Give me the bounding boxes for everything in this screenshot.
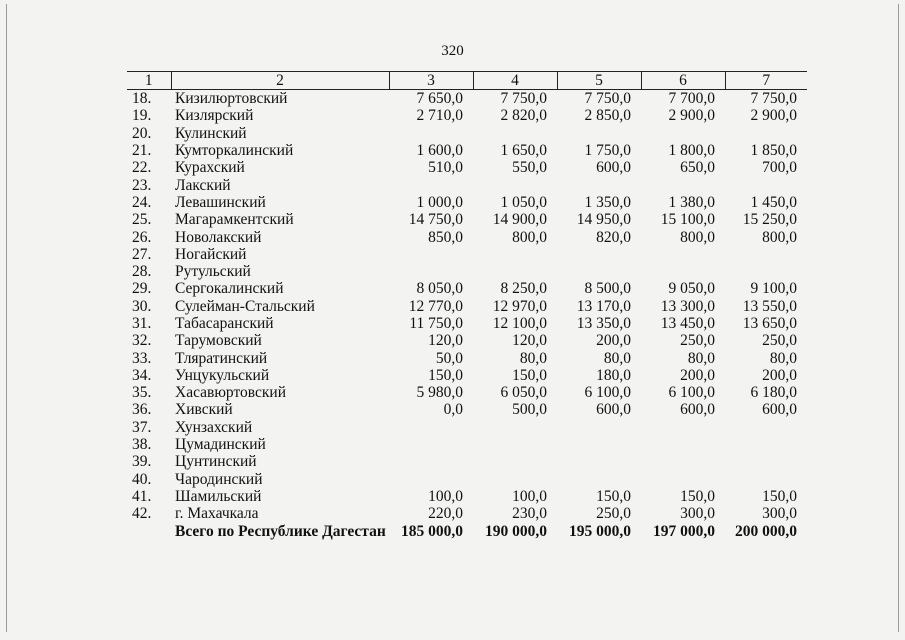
value-cell: 13 300,0 (660, 297, 715, 315)
value-cell: 15 100,0 (660, 211, 715, 229)
value-cell: 150,0 (680, 487, 715, 505)
value-cell: 6 050,0 (500, 384, 547, 402)
value-cell: 9 050,0 (668, 280, 715, 298)
row-number: 27. (132, 245, 152, 263)
value-cell: 8 500,0 (584, 280, 631, 298)
value-cell (557, 263, 641, 280)
value-cell (389, 471, 473, 488)
district-name: Табасаранский (175, 315, 274, 332)
row-number: 31. (132, 315, 152, 332)
value-cell (557, 125, 641, 142)
value-cell: 120,0 (428, 332, 463, 350)
total-label: Всего по Республике Дагестан (175, 522, 386, 540)
value-cell: 600,0 (762, 401, 797, 419)
value-cell: 2 900,0 (750, 107, 797, 125)
district-name: г. Махачкала (175, 505, 259, 523)
row-number: 18. (132, 90, 152, 108)
district-name: Левашинский (175, 193, 266, 211)
table-row (127, 367, 807, 384)
value-cell: 11 750,0 (409, 315, 463, 332)
value-cell (389, 176, 473, 193)
row-number: 39. (132, 453, 152, 471)
value-cell: 1 050,0 (500, 193, 547, 211)
row-number: 38. (132, 436, 152, 454)
value-cell: 13 650,0 (742, 315, 797, 332)
value-cell: 2 900,0 (668, 107, 715, 125)
value-cell (725, 419, 807, 436)
value-cell: 2 710,0 (416, 107, 463, 125)
table-row (127, 194, 807, 211)
value-cell: 14 950,0 (576, 211, 631, 229)
value-cell: 13 450,0 (660, 315, 715, 332)
value-cell: 2 850,0 (584, 107, 631, 125)
value-cell: 15 250,0 (742, 211, 797, 229)
value-cell (641, 453, 725, 470)
value-cell: 12 100,0 (492, 315, 547, 332)
value-cell: 1 850,0 (750, 142, 797, 160)
value-cell (389, 263, 473, 280)
district-name: Шамильский (175, 487, 262, 505)
district-name: Кизлярский (175, 107, 254, 125)
header-cell: 7 (725, 72, 807, 90)
table-row (127, 471, 807, 488)
total-value: 195 000,0 (569, 522, 631, 540)
value-cell (473, 125, 557, 142)
value-cell: 800,0 (762, 228, 797, 246)
value-cell (641, 419, 725, 436)
value-cell: 650,0 (680, 159, 715, 177)
value-cell (725, 263, 807, 280)
district-name: Кумторкалинский (175, 142, 294, 160)
value-cell: 80,0 (769, 349, 797, 367)
value-cell: 1 450,0 (750, 193, 797, 211)
row-number: 42. (132, 505, 152, 523)
value-cell (641, 263, 725, 280)
value-cell: 1 600,0 (416, 142, 463, 160)
value-cell (557, 176, 641, 193)
value-cell (641, 471, 725, 488)
value-cell: 200,0 (596, 332, 631, 350)
value-cell: 13 350,0 (576, 315, 631, 332)
value-cell (557, 471, 641, 488)
value-cell: 9 100,0 (750, 280, 797, 298)
value-cell (389, 419, 473, 436)
district-name: Новолакский (175, 228, 262, 246)
value-cell: 13 550,0 (742, 297, 797, 315)
district-name: Цумадинский (175, 436, 266, 454)
district-name: Кизилюртовский (175, 90, 288, 108)
value-cell: 6 180,0 (750, 384, 797, 402)
value-cell (641, 246, 725, 263)
value-cell: 0,0 (443, 401, 463, 419)
value-cell: 14 900,0 (492, 211, 547, 229)
value-cell: 250,0 (596, 505, 631, 523)
district-name: Хивский (175, 401, 233, 419)
table-row (127, 488, 807, 505)
district-name: Магарамкентский (175, 211, 294, 229)
value-cell (557, 453, 641, 470)
value-cell (473, 176, 557, 193)
value-cell: 150,0 (428, 366, 463, 384)
value-cell: 1 750,0 (584, 142, 631, 160)
value-cell: 550,0 (512, 159, 547, 177)
value-cell: 5 980,0 (416, 384, 463, 402)
table-header-row (127, 72, 807, 90)
table-row (127, 176, 807, 193)
total-value: 200 000,0 (735, 522, 797, 540)
table-row (127, 211, 807, 228)
district-name: Тляратинский (175, 349, 268, 367)
value-cell: 250,0 (680, 332, 715, 350)
district-name: Сулейман-Стальский (175, 297, 315, 315)
row-number: 30. (132, 297, 152, 315)
value-cell: 500,0 (512, 401, 547, 419)
row-number: 35. (132, 384, 152, 402)
value-cell: 7 750,0 (584, 90, 631, 108)
header-cell: 4 (473, 72, 557, 90)
value-cell (389, 453, 473, 470)
table-row (127, 436, 807, 453)
row-number: 37. (132, 418, 152, 436)
value-cell (473, 263, 557, 280)
value-cell: 7 750,0 (750, 90, 797, 108)
district-name: Рутульский (175, 263, 251, 281)
value-cell (725, 471, 807, 488)
value-cell (641, 176, 725, 193)
value-cell: 50,0 (435, 349, 463, 367)
value-cell (641, 125, 725, 142)
table-row (127, 453, 807, 470)
value-cell (725, 453, 807, 470)
value-cell: 300,0 (680, 505, 715, 523)
row-number: 29. (132, 280, 152, 298)
district-name: Тарумовский (175, 332, 262, 350)
value-cell (557, 436, 641, 453)
value-cell: 80,0 (687, 349, 715, 367)
total-number-cell (127, 522, 171, 539)
value-cell: 820,0 (596, 228, 631, 246)
value-cell: 6 100,0 (668, 384, 715, 402)
value-cell: 2 820,0 (500, 107, 547, 125)
budget-table (127, 71, 807, 540)
table-row (127, 228, 807, 245)
value-cell: 250,0 (762, 332, 797, 350)
header-cell: 5 (557, 72, 641, 90)
header-cell: 6 (641, 72, 725, 90)
value-cell: 100,0 (512, 487, 547, 505)
total-row (127, 522, 807, 539)
row-number: 23. (132, 176, 152, 194)
value-cell: 80,0 (519, 349, 547, 367)
value-cell: 1 800,0 (668, 142, 715, 160)
table-row (127, 315, 807, 332)
table-row (127, 349, 807, 366)
value-cell: 8 050,0 (416, 280, 463, 298)
row-number: 40. (132, 470, 152, 488)
table-row (127, 246, 807, 263)
row-number: 34. (132, 366, 152, 384)
value-cell: 800,0 (680, 228, 715, 246)
total-value: 185 000,0 (401, 522, 463, 540)
value-cell: 7 750,0 (500, 90, 547, 108)
district-name: Кулинский (175, 124, 247, 142)
value-cell: 13 170,0 (576, 297, 631, 315)
total-value: 190 000,0 (485, 522, 547, 540)
table-row (127, 384, 807, 401)
value-cell (557, 419, 641, 436)
row-number: 36. (132, 401, 152, 419)
district-name: Сергокалинский (175, 280, 284, 298)
table-row (127, 142, 807, 159)
value-cell (641, 436, 725, 453)
value-cell: 8 250,0 (500, 280, 547, 298)
value-cell: 700,0 (762, 159, 797, 177)
row-number: 24. (132, 193, 152, 211)
table-row (127, 107, 807, 124)
row-number: 26. (132, 228, 152, 246)
table-row (127, 419, 807, 436)
value-cell: 150,0 (762, 487, 797, 505)
value-cell: 200,0 (680, 366, 715, 384)
value-cell (725, 246, 807, 263)
value-cell: 150,0 (512, 366, 547, 384)
value-cell: 300,0 (762, 505, 797, 523)
value-cell: 150,0 (596, 487, 631, 505)
value-cell (389, 246, 473, 263)
value-cell (725, 125, 807, 142)
value-cell: 510,0 (428, 159, 463, 177)
row-number: 32. (132, 332, 152, 350)
value-cell (725, 176, 807, 193)
value-cell: 80,0 (603, 349, 631, 367)
table-row (127, 90, 807, 108)
value-cell (473, 471, 557, 488)
row-number: 28. (132, 263, 152, 281)
value-cell: 200,0 (762, 366, 797, 384)
table-row (127, 125, 807, 142)
page-number: 320 (441, 43, 464, 59)
value-cell (473, 419, 557, 436)
district-name: Хасавюртовский (175, 384, 287, 402)
value-cell: 14 750,0 (408, 211, 463, 229)
table-row (127, 332, 807, 349)
value-cell (473, 453, 557, 470)
header-cell: 1 (127, 72, 171, 90)
district-name: Курахский (175, 159, 245, 177)
value-cell: 12 770,0 (408, 297, 463, 315)
value-cell: 600,0 (596, 159, 631, 177)
district-name: Цунтинский (175, 453, 257, 471)
row-number: 33. (132, 349, 152, 367)
value-cell: 7 650,0 (416, 90, 463, 108)
value-cell: 180,0 (596, 366, 631, 384)
table-row (127, 298, 807, 315)
value-cell (389, 436, 473, 453)
table-row (127, 505, 807, 522)
value-cell: 7 700,0 (668, 90, 715, 108)
value-cell: 1 350,0 (584, 193, 631, 211)
value-cell: 600,0 (680, 401, 715, 419)
value-cell (725, 436, 807, 453)
district-name: Хунзахский (175, 418, 253, 436)
total-value: 197 000,0 (653, 522, 715, 540)
value-cell (473, 436, 557, 453)
header-cell: 3 (389, 72, 473, 90)
value-cell: 1 380,0 (668, 193, 715, 211)
row-number: 25. (132, 211, 152, 229)
district-name: Лакский (175, 176, 231, 194)
district-name: Унцукульский (175, 366, 270, 384)
value-cell: 1 650,0 (500, 142, 547, 160)
value-cell: 100,0 (428, 487, 463, 505)
value-cell: 850,0 (428, 228, 463, 246)
table-row (127, 159, 807, 176)
value-cell (557, 246, 641, 263)
value-cell: 120,0 (512, 332, 547, 350)
row-number: 20. (132, 124, 152, 142)
header-cell: 2 (171, 72, 389, 90)
value-cell: 12 970,0 (492, 297, 547, 315)
row-number: 22. (132, 159, 152, 177)
table-row (127, 263, 807, 280)
district-name: Ногайский (175, 245, 247, 263)
table-row (127, 280, 807, 297)
row-number: 19. (132, 107, 152, 125)
value-cell: 220,0 (428, 505, 463, 523)
value-cell: 230,0 (512, 505, 547, 523)
row-number: 21. (132, 142, 152, 160)
table-row (127, 401, 807, 418)
value-cell (473, 246, 557, 263)
value-cell: 6 100,0 (584, 384, 631, 402)
district-name: Чародинский (175, 470, 263, 488)
value-cell: 1 000,0 (416, 193, 463, 211)
value-cell: 600,0 (596, 401, 631, 419)
value-cell (389, 125, 473, 142)
value-cell: 800,0 (512, 228, 547, 246)
row-number: 41. (132, 487, 152, 505)
